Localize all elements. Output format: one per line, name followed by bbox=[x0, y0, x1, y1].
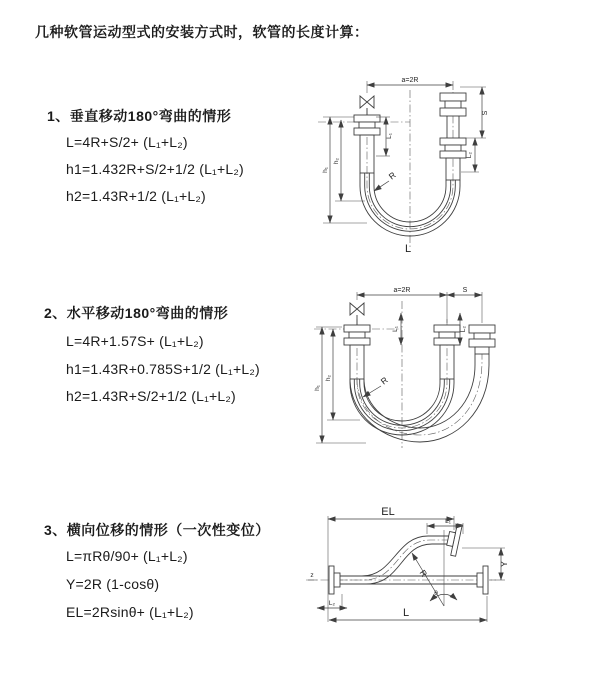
label-l: L bbox=[402, 607, 410, 619]
upper-flange-moved bbox=[445, 523, 462, 557]
valve-icon bbox=[360, 96, 374, 115]
label-a2r: a=2R bbox=[401, 77, 419, 84]
label-h2: h₂ bbox=[325, 374, 332, 382]
dimension-el bbox=[328, 506, 454, 622]
dimension-l2 bbox=[317, 594, 347, 610]
label-theta: θ bbox=[434, 590, 438, 597]
label-z: z bbox=[310, 572, 314, 579]
z-mark bbox=[308, 572, 317, 580]
diagram-horizontal-180-bend bbox=[308, 283, 598, 461]
section3-formula-L: L=πRθ/90+ (L₁+L₂) bbox=[66, 548, 188, 564]
label-l1: L₁ bbox=[386, 133, 393, 139]
section1-formula-h1: h1=1.432R+S/2+1/2 (L₁+L₂) bbox=[66, 161, 244, 177]
section1-heading: 1、垂直移动180°弯曲的情形 bbox=[47, 108, 232, 124]
dimension-l1 bbox=[392, 313, 401, 345]
label-h1: h₁ bbox=[322, 167, 329, 173]
section2-formula-L: L=4R+1.57S+ (L₁+L₂) bbox=[66, 333, 204, 349]
label-r: R bbox=[378, 374, 390, 387]
dimension-l bbox=[329, 596, 487, 622]
label-h1: h₁ bbox=[314, 385, 321, 391]
section3-heading: 3、横向位移的情形（一次性变位） bbox=[44, 522, 270, 538]
label-el: EL bbox=[381, 506, 395, 518]
diagram-lateral-displacement bbox=[298, 496, 598, 671]
label-l1: L₁ bbox=[445, 518, 451, 525]
section3-formula-Y: Y=2R (1-cosθ) bbox=[66, 576, 160, 592]
section2-formula-h2: h2=1.43R+S/2+1/2 (L₁+L₂) bbox=[66, 388, 236, 404]
radius-callout bbox=[374, 170, 398, 191]
hose-u-curve-moved bbox=[350, 354, 489, 442]
section3-formula-EL: EL=2Rsinθ+ (L₁+L₂) bbox=[66, 604, 194, 620]
label-l2: L₂ bbox=[460, 325, 467, 333]
label-y: Y bbox=[499, 561, 509, 567]
label-l1: L₁ bbox=[392, 326, 399, 332]
radius-callout bbox=[363, 375, 390, 397]
label-r: R bbox=[417, 567, 430, 579]
section1-formula-L: L=4R+S/2+ (L₁+L₂) bbox=[66, 134, 188, 150]
label-s: S bbox=[462, 287, 468, 294]
label-r: R bbox=[386, 169, 398, 182]
label-h2: h₂ bbox=[333, 157, 340, 165]
dimension-l1 bbox=[376, 117, 393, 156]
right-pipe-flange-moved bbox=[469, 325, 495, 354]
left-flange bbox=[329, 566, 340, 594]
label-a2r: a=2R bbox=[393, 287, 411, 294]
dimension-s bbox=[447, 287, 482, 295]
label-l2: L₂ bbox=[466, 151, 473, 159]
page-title: 几种软管运动型式的安装方式时，软管的长度计算： bbox=[35, 24, 369, 40]
section2-formula-h1: h1=1.43R+0.785S+1/2 (L₁+L₂) bbox=[66, 361, 260, 377]
dimension-l2 bbox=[460, 313, 467, 345]
label-l-total: L bbox=[404, 243, 412, 255]
diagram-vertical-180-bend bbox=[310, 68, 590, 266]
label-l2: L₂ bbox=[328, 600, 336, 607]
section1-formula-h2: h2=1.43R+1/2 (L₁+L₂) bbox=[66, 188, 206, 204]
section2-heading: 2、水平移动180°弯曲的情形 bbox=[44, 305, 229, 321]
label-s: S bbox=[482, 110, 489, 116]
valve-icon bbox=[350, 303, 364, 325]
centerlines bbox=[314, 301, 482, 448]
